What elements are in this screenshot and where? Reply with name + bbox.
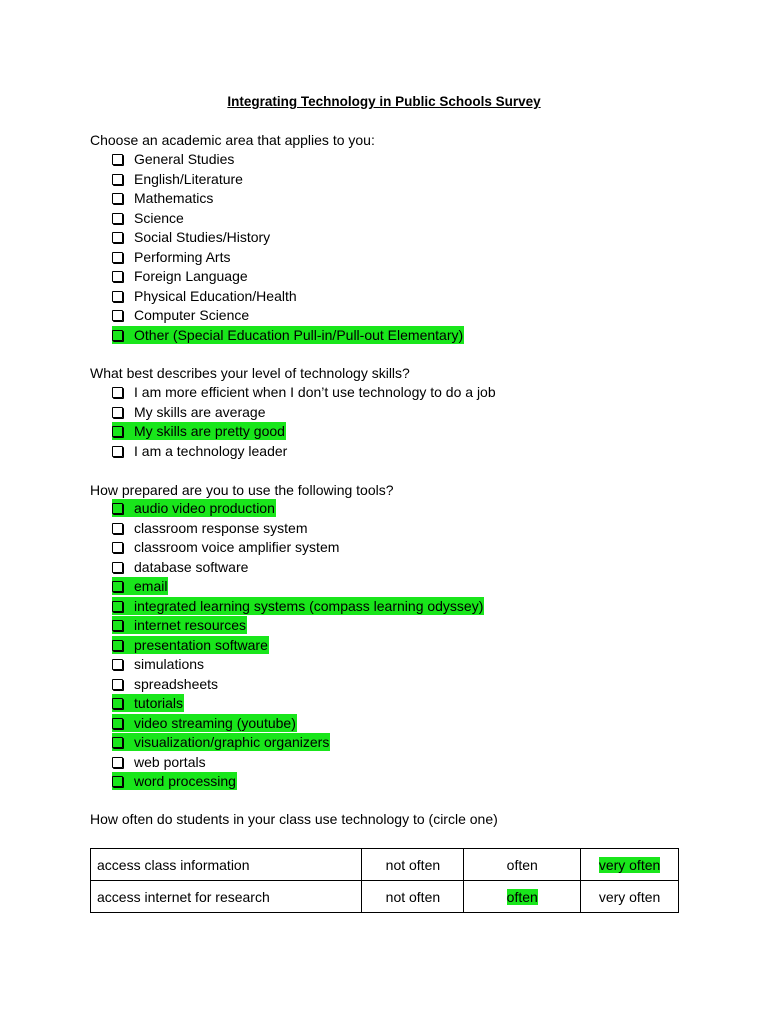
frequency-choice-cell[interactable]	[362, 881, 464, 913]
option-row-selected	[112, 636, 269, 654]
checkbox-icon[interactable]	[112, 330, 123, 341]
frequency-choice-selected: often	[506, 888, 538, 905]
frequency-choice: not often	[385, 888, 441, 905]
option-item[interactable]	[112, 772, 484, 792]
option-row	[112, 150, 234, 168]
option-row	[112, 655, 204, 673]
options-tools	[112, 499, 484, 792]
frequency-choice-cell[interactable]	[464, 881, 581, 913]
option-item[interactable]	[112, 422, 496, 442]
option-row-selected	[112, 597, 484, 615]
option-row	[112, 403, 266, 421]
frequency-choice-cell[interactable]	[581, 881, 679, 913]
question-tech-skills: What best describes your level of technology skills?	[90, 365, 410, 381]
option-label: Computer Science	[134, 307, 250, 323]
checkbox-icon[interactable]	[112, 659, 123, 670]
checkbox-icon[interactable]	[112, 640, 123, 651]
checkbox-icon[interactable]	[112, 232, 123, 243]
option-row-selected	[112, 733, 330, 751]
option-label: simulations	[134, 656, 205, 672]
option-item[interactable]	[112, 326, 464, 346]
option-item[interactable]	[112, 714, 484, 734]
option-row	[112, 287, 297, 305]
option-item[interactable]	[112, 189, 464, 209]
checkbox-icon[interactable]	[112, 154, 123, 165]
option-row-selected	[112, 577, 168, 595]
frequency-choice: not often	[385, 856, 441, 873]
option-label: Performing Arts	[134, 248, 231, 265]
checkbox-icon[interactable]	[112, 291, 123, 302]
option-item[interactable]	[112, 519, 484, 539]
option-label: Mathematics	[134, 190, 214, 206]
option-row-selected	[112, 694, 184, 712]
checkbox-icon[interactable]	[112, 271, 123, 282]
checkbox-icon[interactable]	[112, 310, 123, 321]
option-item[interactable]	[112, 287, 464, 307]
survey-title: Integrating Technology in Public Schools Survey	[227, 94, 541, 109]
option-row-selected	[112, 499, 276, 517]
option-label: web portals	[134, 753, 206, 770]
option-row	[112, 170, 243, 188]
frequency-choice-cell[interactable]	[362, 849, 464, 881]
option-item[interactable]	[112, 675, 484, 695]
option-label: word processing	[134, 773, 236, 789]
option-label: email	[134, 578, 168, 594]
option-item[interactable]	[112, 209, 464, 229]
option-item[interactable]	[112, 694, 484, 714]
checkbox-icon[interactable]	[112, 252, 123, 263]
option-item[interactable]	[112, 248, 464, 268]
option-row-selected	[112, 772, 237, 790]
option-label: presentation software	[134, 636, 268, 653]
option-item[interactable]	[112, 597, 484, 617]
checkbox-icon[interactable]	[112, 193, 123, 204]
checkbox-icon[interactable]	[112, 174, 123, 185]
frequency-choice-selected: very often	[598, 856, 661, 873]
option-label: General Studies	[134, 151, 235, 167]
option-row	[112, 753, 206, 771]
option-label: audio video production	[134, 500, 275, 516]
activity-cell: access class information	[91, 849, 362, 881]
frequency-choice: very often	[598, 888, 661, 905]
option-item[interactable]	[112, 150, 464, 170]
checkbox-icon[interactable]	[112, 523, 123, 534]
option-row	[112, 189, 213, 207]
option-row	[112, 248, 230, 266]
option-label: internet resources	[134, 617, 247, 633]
checkbox-icon[interactable]	[112, 757, 123, 768]
option-item[interactable]	[112, 267, 464, 287]
option-label: My skills are average	[134, 403, 266, 420]
checkbox-icon[interactable]	[112, 581, 123, 592]
activity-cell: access internet for research	[91, 881, 362, 913]
option-item[interactable]	[112, 228, 464, 248]
frequency-table	[90, 848, 679, 913]
option-row	[112, 383, 496, 401]
checkbox-icon[interactable]	[112, 407, 123, 418]
frequency-choice: often	[506, 856, 538, 873]
option-row-selected	[112, 326, 464, 344]
checkbox-icon[interactable]	[112, 620, 123, 631]
option-item[interactable]	[112, 306, 464, 326]
option-label: tutorials	[134, 695, 184, 711]
option-label: I am more efficient when I don’t use technology to do a job	[134, 384, 496, 400]
option-item[interactable]	[112, 655, 484, 675]
question-tools-preparedness: How prepared are you to use the following tools?	[90, 482, 394, 498]
option-item[interactable]	[112, 636, 484, 656]
option-label: I am a technology leader	[134, 442, 288, 459]
checkbox-icon[interactable]	[112, 679, 123, 690]
checkbox-icon[interactable]	[112, 446, 123, 457]
option-label: video streaming (youtube)	[134, 714, 296, 731]
option-item[interactable]	[112, 538, 484, 558]
question-academic-area: Choose an academic area that applies to you:	[90, 132, 375, 148]
option-row	[112, 306, 249, 324]
option-label: My skills are pretty good	[134, 423, 285, 439]
checkbox-icon[interactable]	[112, 601, 123, 612]
frequency-choice-cell[interactable]	[581, 849, 679, 881]
option-item[interactable]	[112, 753, 484, 773]
option-row	[112, 228, 270, 246]
checkbox-icon[interactable]	[112, 698, 123, 709]
option-label: classroom response system	[134, 519, 308, 536]
option-item[interactable]	[112, 558, 484, 578]
option-label: classroom voice amplifier system	[134, 539, 340, 555]
options-academic-area	[112, 150, 464, 345]
table-row	[91, 849, 679, 881]
option-label: English/Literature	[134, 170, 243, 187]
table-row	[91, 881, 679, 913]
option-item[interactable]	[112, 499, 484, 519]
option-label: spreadsheets	[134, 675, 219, 692]
options-tech-skills	[112, 383, 496, 461]
question-frequency: How often do students in your class use technology to (circle one)	[90, 811, 498, 827]
checkbox-icon[interactable]	[112, 542, 123, 553]
option-row	[112, 442, 287, 460]
option-label: Science	[134, 209, 184, 226]
option-label: Social Studies/History	[134, 229, 271, 245]
checkbox-icon[interactable]	[112, 718, 123, 729]
option-row	[112, 519, 308, 537]
option-row	[112, 267, 248, 285]
checkbox-icon[interactable]	[112, 776, 123, 787]
option-item[interactable]	[112, 442, 496, 462]
option-row	[112, 675, 218, 693]
checkbox-icon[interactable]	[112, 737, 123, 748]
option-item[interactable]	[112, 733, 484, 753]
option-row	[112, 558, 248, 576]
option-label: Physical Education/Health	[134, 287, 297, 304]
option-label: Foreign Language	[134, 268, 248, 284]
option-label: database software	[134, 558, 249, 575]
option-row-selected	[112, 422, 286, 440]
checkbox-icon[interactable]	[112, 562, 123, 573]
option-item[interactable]	[112, 616, 484, 636]
checkbox-icon[interactable]	[112, 213, 123, 224]
option-label: Other (Special Education Pull-in/Pull-out Elementary)	[134, 326, 464, 343]
checkbox-icon[interactable]	[112, 426, 123, 437]
option-item[interactable]	[112, 577, 484, 597]
option-row	[112, 209, 184, 227]
checkbox-icon[interactable]	[112, 503, 123, 514]
option-row-selected	[112, 616, 247, 634]
checkbox-icon[interactable]	[112, 387, 123, 398]
option-item[interactable]	[112, 383, 496, 403]
option-row-selected	[112, 714, 297, 732]
option-label: visualization/graphic organizers	[134, 734, 330, 750]
option-row	[112, 538, 339, 556]
option-item[interactable]	[112, 403, 496, 423]
option-label: integrated learning systems (compass learning odyssey)	[134, 597, 484, 614]
frequency-choice-cell[interactable]	[464, 849, 581, 881]
option-item[interactable]	[112, 170, 464, 190]
